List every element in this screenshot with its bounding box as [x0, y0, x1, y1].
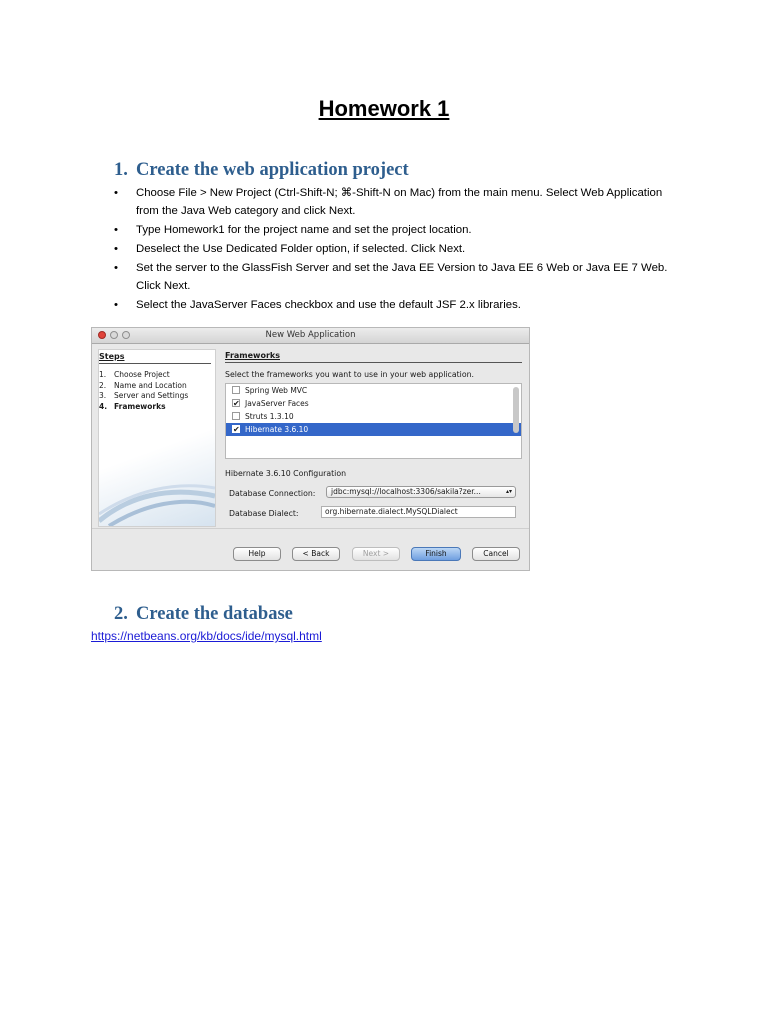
config-title: Hibernate 3.6.10 Configuration — [225, 469, 347, 478]
framework-label: Spring Web MVC — [245, 386, 308, 395]
step-number: 4. — [99, 401, 108, 411]
list-item-text: Choose File > New Project (Ctrl-Shift-N; ⌘-Shift-N on Mac) from the main menu. Select Web Application from the Java Web category and click Next. — [136, 187, 663, 217]
checkbox-checked-icon[interactable]: ✔ — [233, 399, 240, 408]
list-item — [112, 240, 682, 258]
frameworks-heading: Frameworks — [225, 351, 522, 363]
step-number: 1. — [99, 370, 107, 379]
step-item — [99, 370, 188, 381]
framework-label: Hibernate 3.6.10 — [245, 425, 309, 434]
section-1-number: 1. — [114, 160, 128, 180]
framework-item-jsf[interactable] — [226, 397, 521, 410]
bullet-icon: • — [114, 262, 118, 274]
step-item — [99, 391, 188, 402]
framework-label: JavaServer Faces — [245, 399, 309, 408]
next-button[interactable]: Next > — [352, 547, 400, 561]
list-item-text: Type Homework1 for the project name and set the project location. — [136, 224, 472, 236]
section-2-heading — [114, 604, 293, 625]
step-item-current — [99, 402, 188, 413]
select-arrows-icon: ▴▾ — [505, 488, 512, 495]
framework-item-spring[interactable] — [226, 384, 521, 397]
checkbox-unchecked-icon[interactable] — [232, 386, 240, 394]
steps-list — [99, 370, 188, 412]
section-1-heading — [114, 160, 409, 181]
checkbox-checked-icon[interactable]: ✔ — [233, 425, 240, 434]
dialog-footer — [92, 528, 529, 571]
back-button[interactable]: < Back — [292, 547, 340, 561]
help-button[interactable]: Help — [233, 547, 281, 561]
db-connection-select[interactable] — [326, 486, 516, 498]
step-label: Server and Settings — [114, 391, 189, 400]
list-item — [112, 184, 682, 220]
dialog-titlebar — [92, 328, 529, 344]
frameworks-list[interactable] — [225, 383, 522, 459]
step-number: 2. — [99, 380, 107, 390]
frameworks-instruction: Select the frameworks you want to use in your web application. — [225, 370, 475, 379]
bullet-icon: • — [114, 224, 118, 236]
step-label: Frameworks — [114, 401, 166, 411]
framework-label: Struts 1.3.10 — [245, 412, 294, 421]
new-web-application-dialog — [91, 327, 530, 571]
db-dialect-label: Database Dialect: — [229, 509, 299, 518]
steps-panel — [98, 349, 216, 527]
bullet-icon: • — [114, 187, 118, 199]
list-item — [112, 259, 682, 295]
section-2-number: 2. — [114, 604, 128, 624]
checkbox-unchecked-icon[interactable] — [232, 412, 240, 420]
list-item-text: Deselect the Use Dedicated Folder option, if selected. Click Next. — [136, 243, 466, 255]
step-number: 3. — [99, 391, 107, 400]
frameworks-panel — [225, 349, 525, 525]
framework-item-hibernate[interactable] — [226, 423, 521, 436]
mysql-docs-link[interactable]: https://netbeans.org/kb/docs/ide/mysql.html — [91, 629, 322, 643]
framework-item-struts[interactable] — [226, 410, 521, 423]
decorative-swoosh-icon — [99, 466, 215, 526]
bullet-icon: • — [114, 299, 118, 311]
section-1-title: Create the web application project — [136, 160, 409, 180]
finish-button[interactable]: Finish — [411, 547, 461, 561]
section-2-title: Create the database — [136, 604, 293, 624]
dialog-title: New Web Application — [265, 330, 356, 340]
instruction-list — [112, 184, 682, 315]
list-item-text: Set the server to the GlassFish Server and set the Java EE Version to Java EE 6 Web or Java EE 7 Web. Click Next. — [136, 262, 668, 292]
step-label: Name and Location — [114, 380, 187, 390]
document-title: Homework 1 — [318, 96, 450, 121]
db-dialect-field[interactable]: org.hibernate.dialect.MySQLDialect — [321, 506, 516, 518]
cancel-button[interactable]: Cancel — [472, 547, 520, 561]
list-item — [112, 221, 682, 239]
db-connection-value: jdbc:mysql://localhost:3306/sakila?zer... — [331, 487, 481, 496]
bullet-icon: • — [114, 243, 118, 255]
step-label: Choose Project — [114, 370, 170, 379]
db-connection-label: Database Connection: — [229, 489, 316, 498]
list-scrollbar[interactable] — [513, 387, 519, 433]
list-item — [112, 296, 682, 314]
step-item — [99, 381, 188, 392]
list-item-text: Select the JavaServer Faces checkbox and use the default JSF 2.x libraries. — [136, 299, 521, 311]
steps-heading: Steps — [99, 352, 211, 364]
